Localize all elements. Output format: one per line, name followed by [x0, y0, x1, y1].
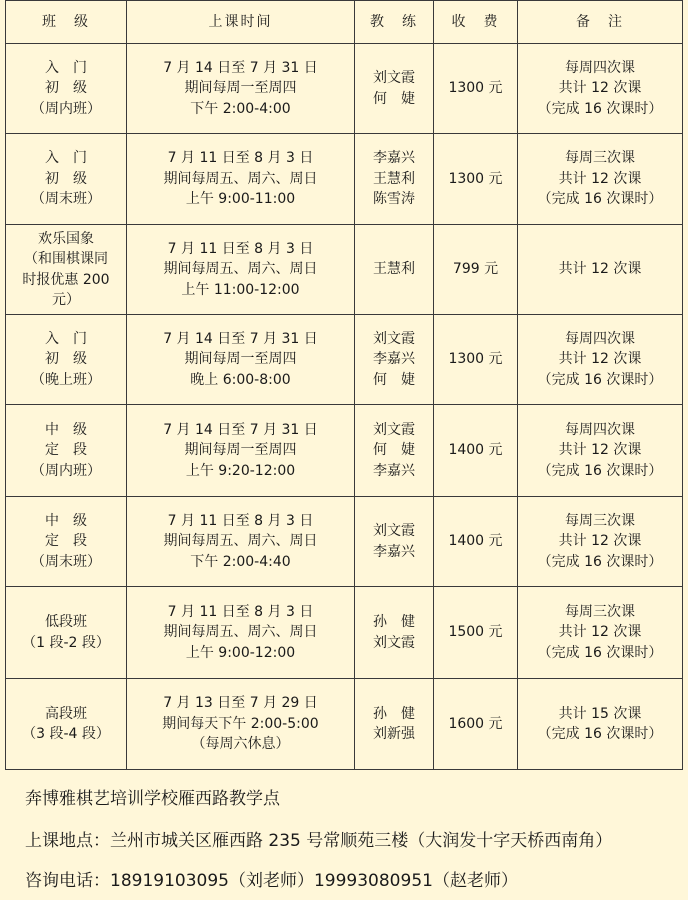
- class-cell-line: 高段班: [45, 705, 87, 722]
- class-cell-line: （周末班）: [31, 553, 101, 570]
- fee-cell: [434, 497, 518, 587]
- time-cell: [127, 225, 355, 315]
- table-row: [6, 134, 683, 225]
- coach-cell-line: 刘文霞: [373, 523, 415, 539]
- fee-cell-value: 1400 元: [448, 442, 503, 459]
- notes-cell-line: （完成 16 次课时）: [537, 100, 663, 117]
- time-cell-line: 7 月 11 日至 8 月 3 日: [167, 240, 314, 257]
- time-cell-line: 7 月 14 日至 7 月 31 日: [163, 330, 318, 347]
- coach-cell: [355, 405, 434, 497]
- time-cell-line: 期间每周一至周四: [184, 351, 297, 368]
- coach-cell: [355, 497, 434, 587]
- notes-cell-line: 共计 12 次课: [558, 351, 642, 368]
- class-cell: [6, 497, 127, 587]
- class-cell: [6, 315, 127, 405]
- notes-cell-line: 每周三次课: [565, 512, 635, 529]
- school-name: 奔博雅棋艺培训学校雁西路教学点: [25, 789, 280, 809]
- coach-cell: [355, 587, 434, 679]
- fee-cell: [434, 587, 518, 679]
- notes-cell-line: 共计 12 次课: [558, 80, 642, 97]
- class-cell-line: （晚上班）: [31, 371, 101, 388]
- coach-cell: [355, 44, 434, 134]
- time-cell-line: 上午 9:00-11:00: [185, 191, 296, 208]
- time-cell: [127, 44, 355, 134]
- header-class: 班 级: [6, 1, 127, 44]
- coach-cell-line: 何 婕: [373, 442, 415, 459]
- header-time: 上课时间: [127, 1, 355, 44]
- time-cell-line: 期间每周五、周六、周日: [163, 170, 318, 187]
- notes-cell-line: 每周三次课: [565, 150, 635, 167]
- class-cell-line: 低段班: [45, 614, 87, 630]
- fee-cell: [434, 134, 518, 225]
- time-cell-line: 下午 2:00-4:40: [190, 553, 291, 570]
- table-row: [6, 587, 683, 679]
- time-cell-line: 7 月 11 日至 8 月 3 日: [167, 603, 314, 620]
- class-cell-line: 定 段: [45, 442, 87, 459]
- table-row: [6, 497, 683, 587]
- fee-cell-value: 799 元: [452, 261, 499, 278]
- time-cell-line: 7 月 14 日至 7 月 31 日: [163, 59, 318, 76]
- coach-cell: [355, 679, 434, 770]
- time-cell-line: 期间每周五、周六、周日: [163, 261, 318, 278]
- coach-cell-line: 李嘉兴: [373, 150, 415, 167]
- coach-cell-line: 何 婕: [373, 371, 415, 388]
- time-cell-line: 下午 2:00-4:00: [190, 100, 291, 117]
- coach-cell-line: 刘新强: [373, 726, 415, 742]
- notes-cell-line: （完成 16 次课时）: [537, 462, 663, 479]
- notes-cell-line: 每周四次课: [565, 421, 635, 438]
- table-row: [6, 225, 683, 315]
- time-cell: [127, 134, 355, 225]
- time-cell-line: （每周六休息）: [191, 736, 290, 753]
- fee-cell-value: 1400 元: [448, 533, 503, 550]
- class-cell: [6, 679, 127, 770]
- table-row: [6, 405, 683, 497]
- table-row: [6, 315, 683, 405]
- class-cell-line: （1 段-2 段）: [22, 634, 110, 651]
- fee-cell: [434, 225, 518, 315]
- notes-cell-line: 共计 12 次课: [558, 170, 642, 187]
- address-line: 上课地点：兰州市城关区雁西路 235 号常顺苑三楼（大润发十字天桥西南角）: [25, 831, 613, 851]
- time-cell: [127, 405, 355, 497]
- time-cell: [127, 587, 355, 679]
- notes-cell-line: （完成 16 次课时）: [537, 553, 663, 570]
- class-cell-line: （和围棋课同: [24, 251, 108, 267]
- time-cell-line: 7 月 11 日至 8 月 3 日: [167, 512, 314, 529]
- header-notes: 备 注: [518, 1, 683, 44]
- coach-cell: [355, 225, 434, 315]
- notes-cell-line: （完成 16 次课时）: [537, 726, 663, 742]
- header-coach: 教 练: [355, 1, 434, 44]
- schedule-body: [6, 44, 683, 770]
- phone-line: 咨询电话：18919103095（刘老师）19993080951（赵老师）: [25, 871, 518, 891]
- fee-cell-value: 1300 元: [448, 80, 503, 97]
- notes-cell-line: 共计 12 次课: [558, 624, 642, 641]
- class-cell-line: 初 级: [45, 351, 87, 368]
- notes-cell: [518, 405, 683, 497]
- coach-cell-line: 李嘉兴: [373, 543, 415, 560]
- time-cell-line: 上午 9:20-12:00: [185, 462, 296, 479]
- time-cell-line: 期间每周一至周四: [184, 80, 297, 97]
- table-row: [6, 44, 683, 134]
- class-cell: [6, 225, 127, 315]
- time-cell: [127, 497, 355, 587]
- notes-cell-line: （完成 16 次课时）: [537, 644, 663, 661]
- class-cell-line: （3 段-4 段）: [22, 726, 110, 742]
- coach-cell-line: 刘文霞: [373, 330, 415, 347]
- time-cell: [127, 679, 355, 770]
- time-cell-line: 7 月 13 日至 7 月 29 日: [163, 695, 318, 712]
- notes-cell: [518, 315, 683, 405]
- time-cell-line: 期间每周一至周四: [184, 442, 297, 459]
- fee-cell: [434, 44, 518, 134]
- coach-cell: [355, 134, 434, 225]
- time-cell-line: 期间每周五、周六、周日: [163, 533, 318, 550]
- class-cell-line: 时报优惠 200: [22, 271, 110, 288]
- fee-cell: [434, 679, 518, 770]
- coach-cell-line: 何 婕: [373, 90, 415, 107]
- coach-cell-line: 李嘉兴: [373, 462, 415, 479]
- notes-cell-line: 共计 12 次课: [558, 261, 642, 278]
- class-cell-line: 入 门: [45, 330, 87, 347]
- coach-cell-line: 刘文霞: [373, 421, 415, 438]
- time-cell-line: 期间每天下午 2:00-5:00: [162, 715, 319, 732]
- fee-cell: [434, 315, 518, 405]
- class-cell: [6, 405, 127, 497]
- coach-cell-line: 王慧利: [373, 261, 415, 278]
- notes-cell: [518, 679, 683, 770]
- class-cell-line: 入 门: [45, 150, 87, 167]
- coach-cell-line: 孙 健: [373, 614, 415, 630]
- fee-cell-value: 1300 元: [448, 351, 503, 368]
- fee-cell-value: 1500 元: [448, 624, 503, 641]
- coach-cell-line: 王慧利: [373, 170, 415, 187]
- notes-cell: [518, 134, 683, 225]
- notes-cell: [518, 587, 683, 679]
- class-cell-line: 中 级: [45, 421, 87, 438]
- class-cell: [6, 44, 127, 134]
- notes-cell-line: 共计 15 次课: [558, 705, 642, 722]
- coach-cell-line: 陈雪涛: [373, 191, 415, 208]
- fee-cell-value: 1300 元: [448, 170, 503, 187]
- coach-cell-line: 孙 健: [373, 705, 415, 722]
- class-cell-line: （周内班）: [31, 100, 101, 117]
- notes-cell-line: 每周四次课: [565, 59, 635, 76]
- class-cell-line: （周内班）: [31, 462, 101, 479]
- fee-cell: [434, 405, 518, 497]
- header-fee: 收 费: [434, 1, 518, 44]
- notes-cell-line: 共计 12 次课: [558, 533, 642, 550]
- coach-cell: [355, 315, 434, 405]
- time-cell: [127, 315, 355, 405]
- class-cell-line: 元）: [52, 292, 80, 308]
- time-cell-line: 晚上 6:00-8:00: [190, 371, 291, 388]
- class-cell: [6, 587, 127, 679]
- coach-cell-line: 刘文霞: [373, 70, 415, 86]
- notes-cell-line: 每周四次课: [565, 330, 635, 347]
- notes-cell: [518, 44, 683, 134]
- table-row: [6, 679, 683, 770]
- class-cell-line: 初 级: [45, 80, 87, 97]
- class-cell-line: 入 门: [45, 59, 87, 76]
- coach-cell-line: 刘文霞: [373, 634, 415, 651]
- time-cell-line: 7 月 11 日至 8 月 3 日: [167, 150, 314, 167]
- time-cell-line: 上午 9:00-12:00: [185, 644, 296, 661]
- notes-cell-line: （完成 16 次课时）: [537, 371, 663, 388]
- coach-cell-line: 李嘉兴: [373, 351, 415, 368]
- class-cell-line: 定 段: [45, 533, 87, 550]
- class-cell-line: 中 级: [45, 512, 87, 529]
- schedule-table: [5, 0, 683, 770]
- fee-cell-value: 1600 元: [448, 715, 503, 732]
- time-cell-line: 上午 11:00-12:00: [181, 281, 300, 298]
- class-cell-line: 欢乐国象: [38, 230, 94, 247]
- notes-cell: [518, 497, 683, 587]
- time-cell-line: 期间每周五、周六、周日: [163, 624, 318, 641]
- time-cell-line: 7 月 14 日至 7 月 31 日: [163, 421, 318, 438]
- notes-cell-line: （完成 16 次课时）: [537, 191, 663, 208]
- class-cell-line: （周末班）: [31, 191, 101, 208]
- class-cell: [6, 134, 127, 225]
- notes-cell-line: 共计 12 次课: [558, 442, 642, 459]
- class-cell-line: 初 级: [45, 170, 87, 187]
- notes-cell: [518, 225, 683, 315]
- notes-cell-line: 每周三次课: [565, 603, 635, 620]
- header-row: [6, 1, 683, 44]
